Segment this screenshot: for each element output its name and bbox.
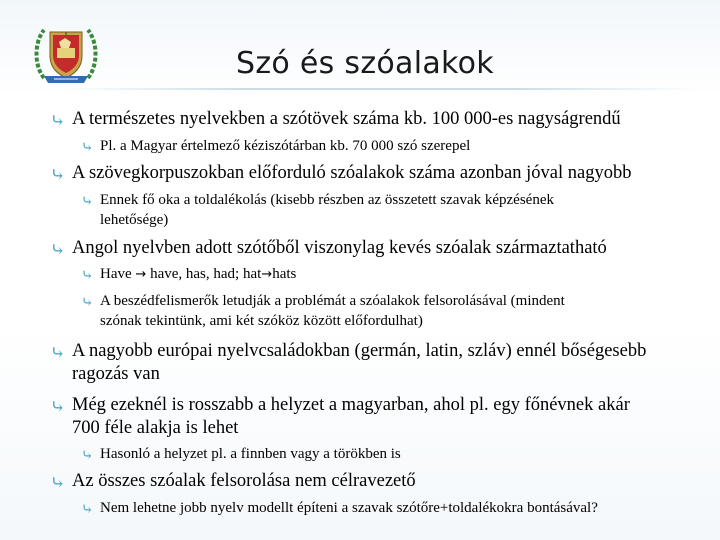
curved-arrow-bullet-icon: ⤷ xyxy=(81,295,94,311)
right-arrow-icon: → xyxy=(261,267,273,282)
page-title: Szó és szóalakok xyxy=(236,46,494,81)
curved-arrow-bullet-icon: ⤷ xyxy=(50,474,66,494)
list-item: ⤷ A beszédfelismerők letudják a problémát a szóalakok felsorolásával (mindent szónak tekintünk, ami két szóköz között előfordulhat) xyxy=(81,293,565,329)
list-item: ⤷ Pl. a Magyar értelmező kéziszótárban kb. 70 000 szó szerepel xyxy=(81,138,471,156)
list-item: ⤷ A természetes nyelvekben a szótövek száma kb. 100 000-es nagyságrendű xyxy=(50,109,621,132)
list-item: ⤷ Még ezeknél is rosszabb a helyzet a magyarban, ahol pl. egy főnévnek akár 700 féle alakja is lehet xyxy=(50,395,630,438)
curved-arrow-bullet-icon: ⤷ xyxy=(50,166,66,186)
list-item: ⤷ Ennek fő oka a toldalékolás (kisebb részben az összetett szavak képzésének lehetősége) xyxy=(81,192,554,228)
curved-arrow-bullet-icon: ⤷ xyxy=(81,194,94,210)
right-arrow-icon: → xyxy=(135,267,147,282)
curved-arrow-bullet-icon: ⤷ xyxy=(50,398,66,418)
curved-arrow-bullet-icon: ⤷ xyxy=(50,344,66,364)
list-item: ⤷ Nem lehetne jobb nyelv modellt építeni a szavak szótőre+toldalékokra bontásával? xyxy=(81,500,598,518)
curved-arrow-bullet-icon: ⤷ xyxy=(50,241,66,261)
list-item: ⤷ A nagyobb európai nyelvcsaládokban (germán, latin, szláv) ennél bőségesebb ragozás van xyxy=(50,341,647,384)
curved-arrow-bullet-icon: ⤷ xyxy=(81,268,94,284)
list-item: ⤷ Have → have, has, had; hat→hats xyxy=(81,266,297,284)
list-item: ⤷ Az összes szóalak felsorolása nem célravezető xyxy=(50,471,416,494)
list-item: ⤷ Hasonló a helyzet pl. a finnben vagy a törökben is xyxy=(81,446,401,464)
curved-arrow-bullet-icon: ⤷ xyxy=(81,502,94,518)
curved-arrow-bullet-icon: ⤷ xyxy=(81,448,94,464)
list-item: ⤷ A szövegkorpuszokban előforduló szóalakok száma azonban jóval nagyobb xyxy=(50,163,632,186)
curved-arrow-bullet-icon: ⤷ xyxy=(50,112,66,132)
list-item: ⤷ Angol nyelvben adott szótőből viszonylag kevés szóalak származtatható xyxy=(50,238,607,261)
curved-arrow-bullet-icon: ⤷ xyxy=(81,140,94,156)
